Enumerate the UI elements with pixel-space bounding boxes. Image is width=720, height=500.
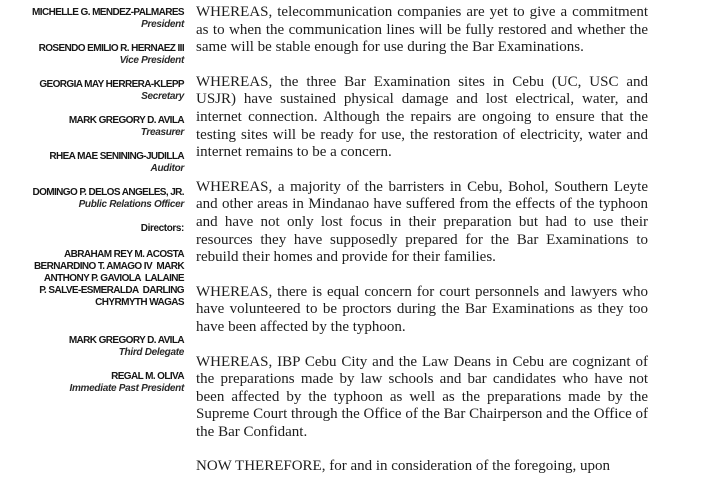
officer-name: GEORGIA MAY HERRERA-KLEPP [39,79,184,90]
officer-entry [4,43,184,67]
officer-name: ROSENDO EMILIO R. HERNAEZ III [38,43,184,54]
officer-entry [4,79,184,103]
officer-entry [4,7,184,31]
officer-list [4,7,184,211]
director-line: CHYRMYTH WAGAS [95,297,184,308]
delegate-entry [4,371,184,395]
officer-name: DOMINGO P. DELOS ANGELES, JR. [32,187,184,198]
paragraph: WHEREAS, a majority of the barristers in Cebu, Bohol, Southern Leyte and other areas in Mindanao have suffered from the effects of the typhoon and have not only lost focus in their preparation but had to use their resources they have supposedly prepared for the Bar Examinations to rebuild their homes and provide for their families. [196,178,648,266]
director-line: ABRAHAM REY M. ACOSTA [64,249,184,260]
delegate-entry [4,335,184,359]
delegate-name: REGAL M. OLIVA [111,371,184,382]
paragraph: NOW THEREFORE, for and in consideration of the foregoing, upon [196,458,610,475]
delegate-list [4,335,184,395]
officer-title: Vice President [119,55,184,66]
officer-title: President [141,19,184,30]
paragraph: WHEREAS, the three Bar Examination sites in Cebu (UC, USC and USJR) have sustained physical damage and lost electrical, water, and internet connection. Although the repairs are ongoing to ensure that the testing sites will be ready for use, the restoration of electricity, water and internet remains to be a concern. [196,73,648,161]
officer-entry [4,115,184,139]
officers-sidebar [4,4,184,500]
officer-title: Secretary [141,91,184,102]
paragraph: WHEREAS, there is equal concern for court personnels and lawyers who have volunteered to be proctors during the Bar Examinations as they too have been affected by the typhoon. [196,283,648,335]
directors-label: Directors: [140,223,184,234]
delegate-title: Third Delegate [118,347,184,358]
paragraph: WHEREAS, telecommunication companies are yet to give a commitment as to when the communication lines will be fully restored and whether the same will be stable enough for use during the Bar Examinations. [196,4,648,56]
director-line: P. SALVE-ESMERALDA DARLING [39,285,184,296]
officer-title: Auditor [150,163,184,174]
officer-entry [4,187,184,211]
officer-title: Public Relations Officer [78,199,184,210]
officer-name: MARK GREGORY D. AVILA [68,115,184,126]
document-body [196,4,648,500]
officer-entry [4,151,184,175]
director-line: BERNARDINO T. AMAGO IV MARK [33,261,184,272]
paragraph: WHEREAS, IBP Cebu City and the Law Deans in Cebu are cognizant of the preparations made by law schools and bar candidates who have not been affected by the typhoon as well as the preparations made by the Supreme Court through the Office of the Bar Chairperson and the Office of the Bar Confidant. [196,353,648,440]
officer-name: RHEA MAE SENINING-JUDILLA [49,151,184,162]
delegate-title: Immediate Past President [69,383,184,394]
officer-name: MICHELLE G. MENDEZ-PALMARES [32,7,184,18]
directors-list [4,249,184,309]
director-line: ANTHONY P. GAVIOLA LALAINE [43,273,184,284]
officer-title: Treasurer [140,127,184,138]
delegate-name: MARK GREGORY D. AVILA [68,335,184,346]
